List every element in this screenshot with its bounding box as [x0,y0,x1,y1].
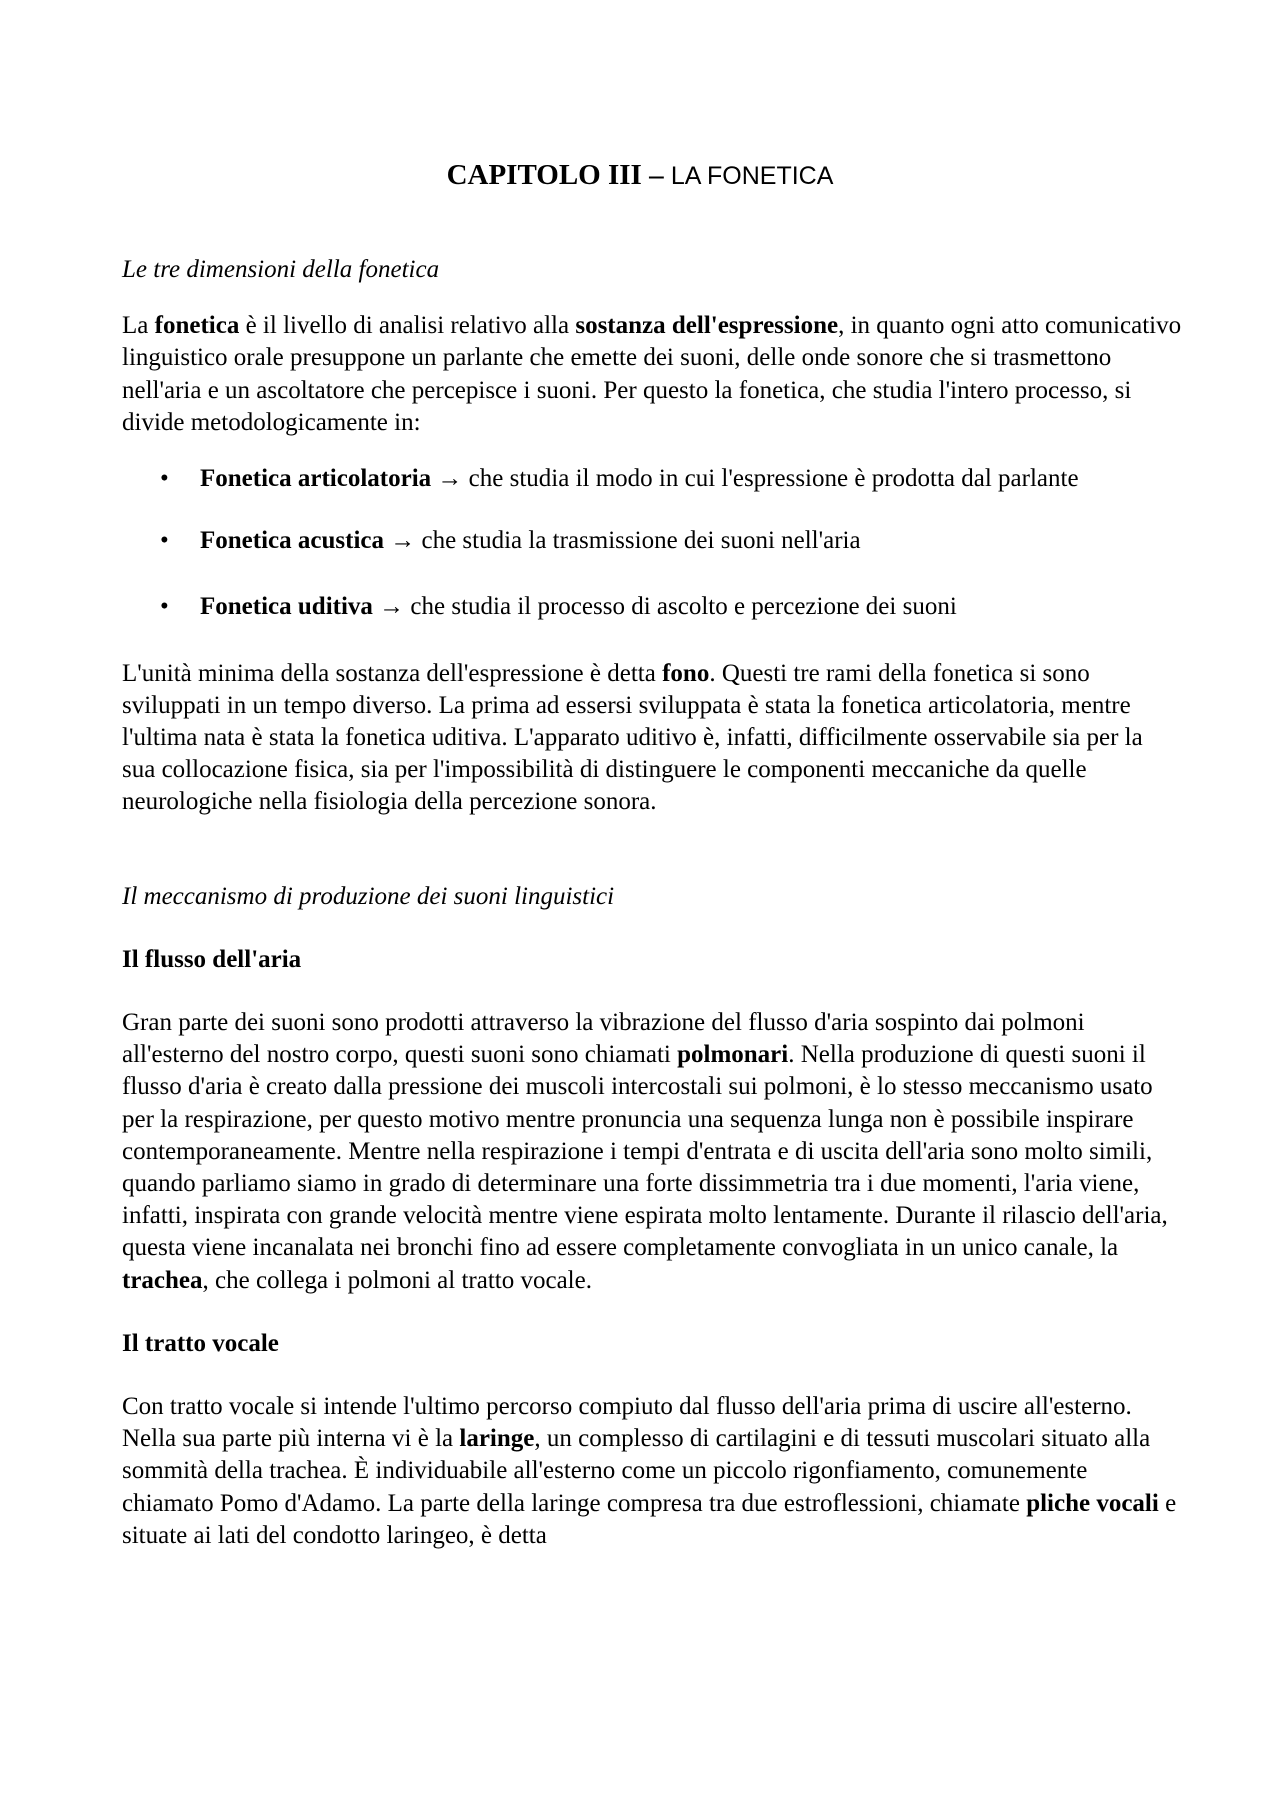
unit-paragraph [122,658,1182,819]
bold-term: sostanza dell'espressione [575,312,839,340]
list-item [122,591,1182,623]
text-run: . Nella produzione di questi suoni il flusso d'aria è creato dalla pressione dei muscoli intercostali sui polmoni, è lo stesso meccanismo usato per la respirazione, per questo motivo mentre pronuncia una sequenza lunga non è possibile inspirare contemporaneamente. Mentre nella respirazione i tempi d'entrata e di uscita dell'aria sono molto simili, quando parliamo siamo in grado di determinare una forte dissimmetria tra i due momenti, l'aria viene, infatti, inspirata con grande velocità mentre viene espirata molto lentamente. Durante il rilascio dell'aria, questa viene incanalata nei bronchi fino ad essere completamente convogliata in un unico canale, la [122,1041,1168,1262]
text-run: La [122,312,155,340]
text-run: e situate ai lati del condotto laringeo, è detta [122,1489,1177,1549]
text-run: , un complesso di cartilagini e di tessuti muscolari situato alla sommità della trachea. È individuabile all'esterno come un piccolo rigonfiamento, comunemente chiamato Pomo d'Adamo. La parte della laringe compresa tra due estroflessioni, chiamate [122,1425,1151,1517]
subheading-airflow: Il flusso dell'aria [122,945,302,973]
bold-term: polmonari [677,1041,789,1069]
bold-term: pliche vocali [1026,1489,1159,1517]
document-body [122,254,1182,1552]
list-item-term: Fonetica articolatoria [200,465,432,493]
subheading-vocal-tract: Il tratto vocale [122,1329,279,1357]
bold-term: fono [662,659,710,687]
text-run: L'unità minima della sostanza dell'espressione è detta [122,659,663,687]
list-item [122,463,1182,495]
airflow-paragraph [122,1007,1182,1297]
bullet-icon: • [160,465,169,493]
chapter-title [0,157,1280,194]
text-run: Con tratto vocale si intende l'ultimo percorso compiuto dal flusso dell'aria prima di uscire all'esterno. Nella sua parte più interna vi è la [122,1393,1132,1453]
intro-paragraph [122,310,1182,439]
chapter-title-rest: LA FONETICA [670,162,834,190]
list-item-term: Fonetica uditiva [200,593,373,621]
bold-term: trachea [122,1266,203,1294]
list-item-desc: → che studia il modo in cui l'espressione è prodotta dal parlante [431,465,1079,493]
text-run: , che collega i polmoni al tratto vocale. [202,1266,592,1294]
text-run: è il livello di analisi relativo alla [239,312,576,340]
bullet-icon: • [160,527,169,555]
list-item-desc: → che studia la trasmissione dei suoni nell'aria [383,527,861,555]
phonetics-branches-list [122,463,1182,624]
list-item-term: Fonetica acustica [200,527,384,555]
bold-term: laringe [459,1425,535,1453]
bold-term: fonetica [154,312,240,340]
text-run: , in quanto ogni atto comunicativo linguistico orale presuppone un parlante che emette dei suoni, delle onde sonore che si trasmettono nell'aria e un ascoltatore che percepisce i suoni. Per questo la fonetica, che studia l'intero processo, si divide metodologicamente in: [122,312,1182,436]
bullet-icon: • [160,593,169,621]
text-run: . Questi tre rami della fonetica si sono sviluppati in un tempo diverso. La prima ad essersi sviluppata è stata la fonetica articolatoria, mentre l'ultima nata è stata la fonetica uditiva. L'apparato uditivo è, infatti, difficilmente osservabile sia per la sua collocazione fisica, sia per l'impossibilità di distinguere le componenti meccaniche da quelle neurologiche nella fisiologia della percezione sonora. [122,659,1143,816]
section-heading-mechanism: Il meccanismo di produzione dei suoni linguistici [122,882,615,910]
section-heading-dimensions: Le tre dimensioni della fonetica [122,256,440,283]
chapter-title-bold: CAPITOLO III – [446,159,664,191]
list-item-desc: → che studia il processo di ascolto e percezione dei suoni [372,593,957,621]
vocal-tract-paragraph [122,1391,1182,1552]
text-run: Gran parte dei suoni sono prodotti attraverso la vibrazione del flusso d'aria sospinto dai polmoni all'esterno del nostro corpo, questi suoni sono chiamati [122,1009,1085,1069]
list-item [122,525,1182,557]
